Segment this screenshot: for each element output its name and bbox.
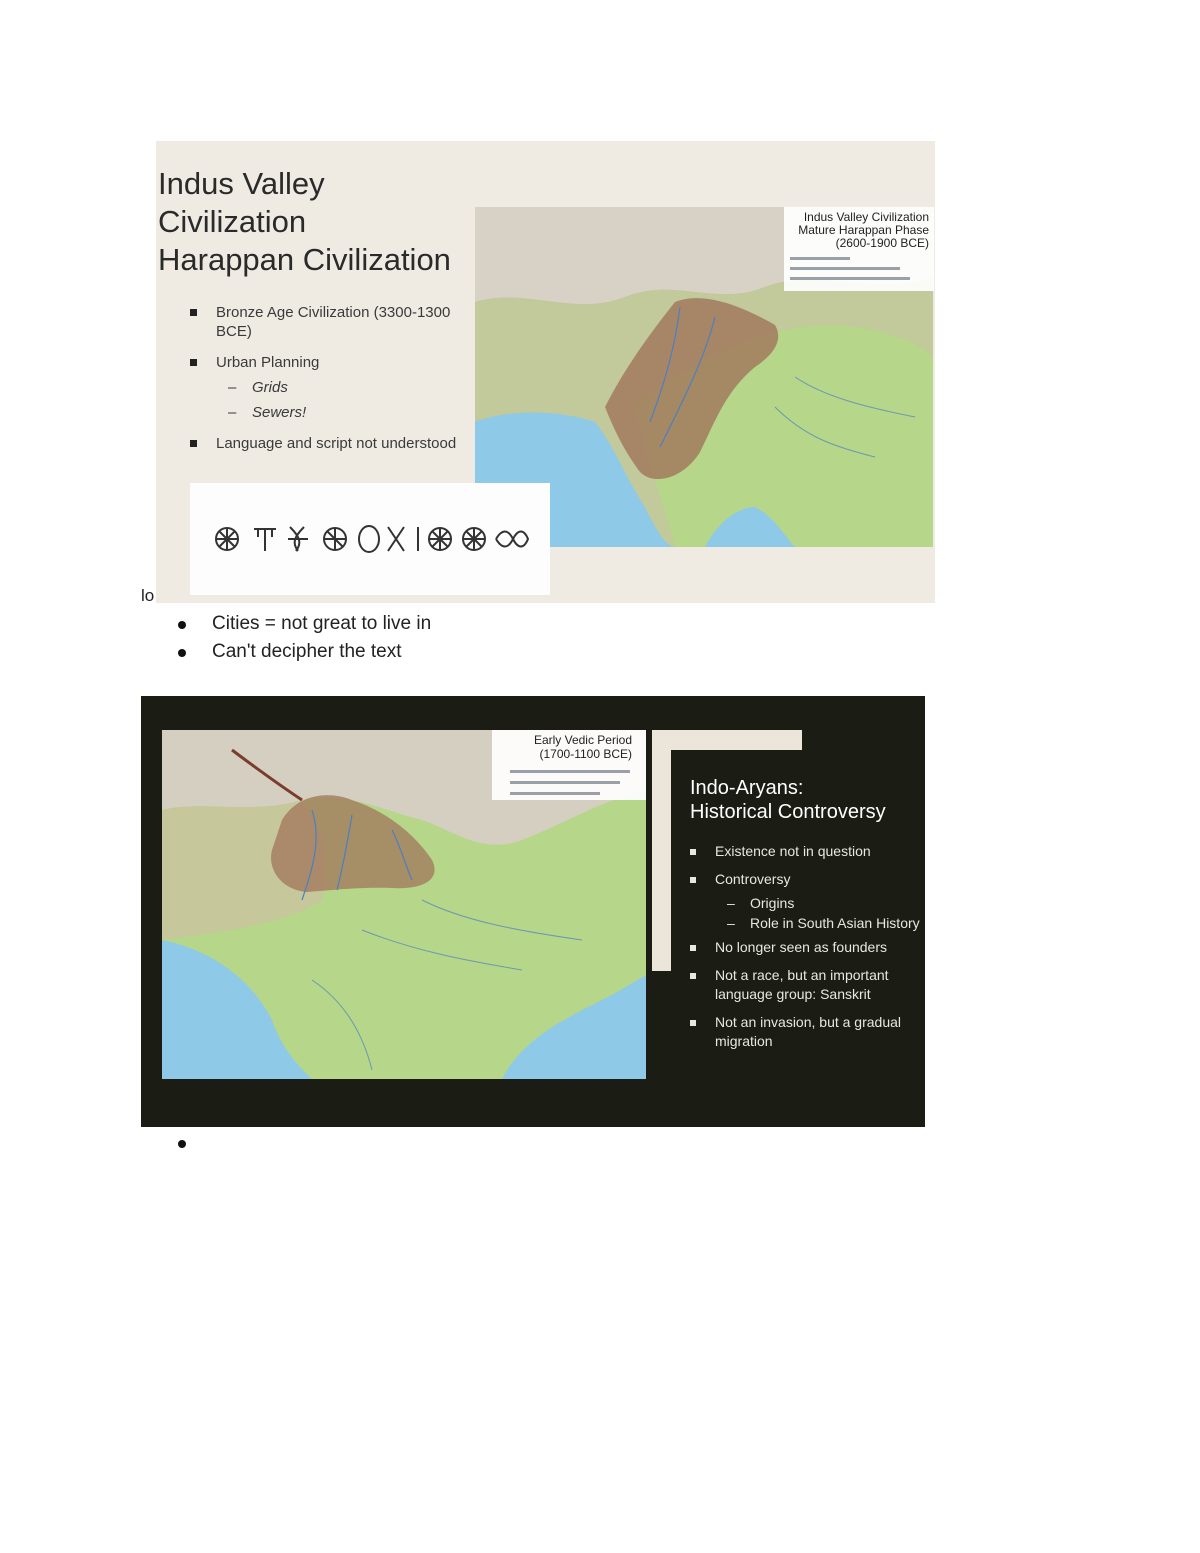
- slide1-sub-bullet: – Grids: [228, 379, 288, 396]
- slide2-sub-bullet: – Origins: [727, 895, 795, 911]
- list-item: Cities = not great to live in: [172, 612, 431, 640]
- slide2-bullet: Existence not in question: [690, 842, 922, 861]
- legend-fine-print: [510, 792, 600, 795]
- dash-bullet-icon: –: [228, 379, 237, 396]
- dash-bullet-icon: –: [727, 895, 735, 911]
- legend-fine-print: [790, 277, 910, 280]
- legend-fine-print: [510, 770, 630, 773]
- square-bullet-icon: [190, 309, 197, 316]
- map-legend: Early Vedic Period (1700-1100 BCE): [492, 730, 646, 800]
- slide-indo-aryans: [141, 696, 925, 1127]
- slide2-title: Indo-Aryans: Historical Controversy: [690, 777, 886, 823]
- square-bullet-icon: [690, 945, 696, 951]
- legend-fine-print: [790, 267, 900, 270]
- indus-script-glyphs: [190, 483, 550, 595]
- slide2-sub-bullet: – Role in South Asian History: [727, 915, 920, 931]
- square-bullet-icon: [690, 973, 696, 979]
- list-item: Can't decipher the text: [172, 640, 431, 668]
- square-bullet-icon: [190, 359, 197, 366]
- slide2-bullet: No longer seen as founders: [690, 938, 922, 957]
- square-bullet-icon: [190, 440, 197, 447]
- indus-script-image: [190, 483, 550, 595]
- slide1-bullet: Urban Planning: [190, 353, 460, 372]
- doc-bullet-list: [172, 612, 431, 668]
- decorative-frame: [652, 730, 802, 750]
- slide2-bullet: Not an invasion, but a gradual migration: [690, 1013, 922, 1051]
- slide-indus-valley: [156, 141, 935, 603]
- slide2-bullet: Not a race, but an important language group: Sanskrit: [690, 966, 922, 1004]
- dash-bullet-icon: –: [228, 404, 237, 421]
- empty-bullet-dot-icon: [178, 1140, 186, 1148]
- square-bullet-icon: [690, 849, 696, 855]
- dash-bullet-icon: –: [727, 915, 735, 931]
- bullet-dot-icon: [178, 621, 186, 629]
- slide1-bullet: Language and script not understood: [190, 434, 460, 453]
- map-legend: Indus Valley Civilization Mature Harappan Phase (2600-1900 BCE): [784, 207, 934, 291]
- decorative-frame: [652, 730, 671, 971]
- legend-fine-print: [510, 781, 620, 784]
- legend-fine-print: [790, 257, 850, 260]
- slide1-title: Indus Valley Civilization Harappan Civilization: [158, 166, 451, 277]
- slide1-sub-bullet: – Sewers!: [228, 404, 307, 421]
- slide1-bullet-list: [190, 303, 460, 465]
- square-bullet-icon: [690, 877, 696, 883]
- slide2-bullet: Controversy: [690, 870, 922, 889]
- bullet-dot-icon: [178, 649, 186, 657]
- text-fragment: lo: [141, 586, 155, 605]
- slide1-bullet: Bronze Age Civilization (3300-1300 BCE): [190, 303, 460, 341]
- slide2-bullet-list: [690, 842, 922, 1060]
- square-bullet-icon: [690, 1020, 696, 1026]
